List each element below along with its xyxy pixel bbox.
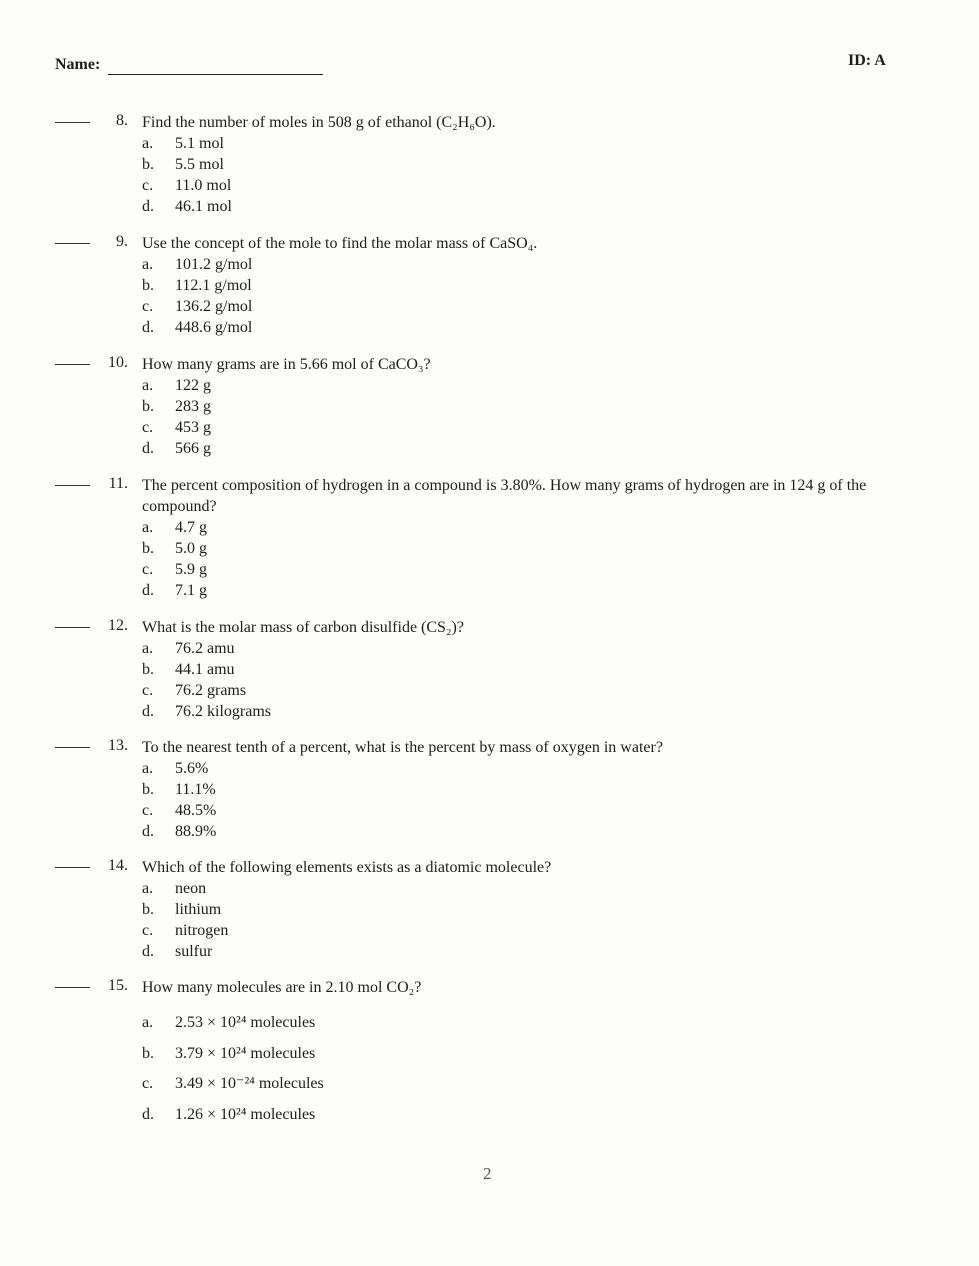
answer-blank[interactable] bbox=[55, 485, 90, 486]
question-text: How many molecules are in 2.10 mol CO₂? bbox=[142, 979, 422, 996]
question-number: 13. bbox=[108, 737, 128, 754]
answer-blank[interactable] bbox=[55, 867, 90, 868]
question-text: To the nearest tenth of a percent, what is the percent by mass of oxygen in water? bbox=[142, 739, 663, 756]
question-text: Use the concept of the mole to find the molar mass of CaSO₄. bbox=[142, 235, 538, 252]
name-line[interactable] bbox=[108, 74, 323, 75]
question-text: Find the number of moles in 508 g of ethanol (C₂H₆O). bbox=[142, 114, 496, 131]
question-number: 14. bbox=[108, 857, 128, 874]
answer-blank[interactable] bbox=[55, 747, 90, 748]
question-number: 12. bbox=[108, 617, 128, 634]
answer-blank[interactable] bbox=[55, 627, 90, 628]
answer-blank[interactable] bbox=[55, 364, 90, 365]
question-number: 11. bbox=[108, 475, 128, 492]
question-number: 10. bbox=[108, 354, 128, 371]
question-text: How many grams are in 5.66 mol of CaCO₃? bbox=[142, 356, 431, 373]
question-number: 8. bbox=[116, 112, 128, 129]
answer-blank[interactable] bbox=[55, 122, 90, 123]
id-label: ID: A bbox=[848, 52, 886, 69]
question-text: The percent composition of hydrogen in a compound is 3.80%. How many grams of hydrogen are in 124 g of the compound? bbox=[142, 477, 867, 515]
answer-blank[interactable] bbox=[55, 243, 90, 244]
question-number: 9. bbox=[116, 233, 128, 250]
page-number: 2 bbox=[483, 1164, 492, 1183]
name-label: Name: bbox=[55, 56, 101, 73]
question-number: 15. bbox=[108, 977, 128, 994]
question-text: What is the molar mass of carbon disulfide (CS₂)? bbox=[142, 619, 464, 636]
question-text: Which of the following elements exists as a diatomic molecule? bbox=[142, 859, 552, 876]
answer-blank[interactable] bbox=[55, 987, 90, 988]
